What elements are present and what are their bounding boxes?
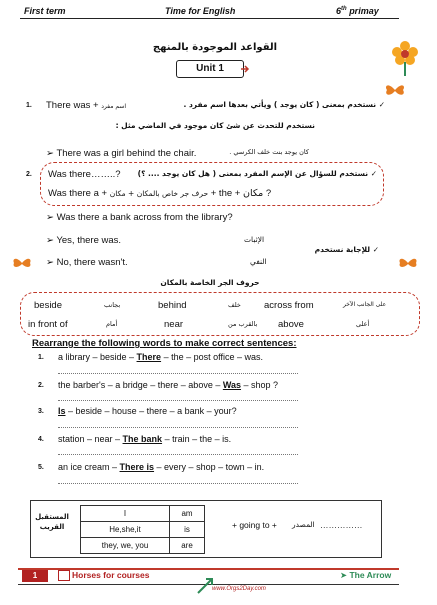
- prep-beside-ar: بجانب: [104, 301, 121, 309]
- arrow-icon: [240, 64, 250, 74]
- header-grade: 6th primay: [336, 6, 379, 16]
- header-title: Time for English: [165, 6, 236, 16]
- answer-label: ✓ للإجابة نستخدم: [314, 245, 379, 254]
- exercise-sentence: Is – beside – house – there – a bank – your?: [58, 406, 237, 416]
- book-icon: [58, 570, 70, 581]
- rule2-arabic: ✓ نستخدم للسؤال عن الإسم المفرد بمعنى ( هل كان يوجد .... ؟): [137, 169, 377, 178]
- yes-label: الإثبات: [244, 235, 265, 244]
- exercise-sentence: station – near – The bank – train – the – is.: [58, 434, 232, 444]
- grammar-side-label: المستقبل القريب: [35, 513, 69, 531]
- yes-answer: ➢ Yes, there was.: [46, 235, 122, 246]
- flower-icon: [388, 36, 422, 78]
- answer-line[interactable]: [58, 427, 298, 428]
- infinitive-dots: ……………: [320, 520, 363, 530]
- no-label: النفي: [250, 257, 267, 266]
- table-row: [81, 506, 205, 522]
- section-title: القواعد الموجودة بالمنهج: [152, 42, 278, 53]
- rule2-formula: Was there a + حرف جر خاص بالمكان + مكان + the + مكان ?: [48, 188, 272, 199]
- exercise-number: 4.: [38, 436, 44, 443]
- prepositions-box: [20, 292, 420, 336]
- footer-site: www.Orgs2Day.com: [212, 586, 266, 592]
- header-term: First term: [24, 6, 66, 16]
- example1-arabic: كان يوجد بنت خلف الكرسي .: [229, 148, 309, 156]
- butterfly-icon: [398, 256, 418, 270]
- rule2-english: Was there……..?: [48, 169, 121, 180]
- prep-in-front-of: in front of: [28, 319, 68, 330]
- prep-near-ar: بالقرب من: [228, 320, 258, 328]
- exercise-number: 2.: [38, 382, 44, 389]
- butterfly-icon: [12, 256, 32, 270]
- prep-behind-ar: خلف: [228, 301, 241, 309]
- exercise-number: 1.: [38, 354, 44, 361]
- prep-in-front-of-ar: أمام: [106, 320, 118, 328]
- infinitive-label: المصدر: [292, 520, 315, 529]
- prep-near: near: [164, 319, 184, 330]
- prep-above: above: [278, 319, 304, 330]
- going-to-text: + going to +: [232, 520, 277, 530]
- rule2-number: 2.: [26, 171, 32, 178]
- exercise-number: 5.: [38, 464, 44, 471]
- exercise-sentence: a library – beside – There – the – post office – was.: [58, 352, 263, 362]
- subject-cell: He,she,it: [81, 522, 170, 538]
- answer-line[interactable]: [58, 454, 298, 455]
- butterfly-icon: [384, 82, 406, 98]
- rule1-english: There was + اسم مفرد: [46, 100, 127, 111]
- rule1-number: 1.: [26, 102, 32, 109]
- verb-cell: are: [170, 538, 205, 554]
- grammar-table: [80, 505, 205, 554]
- subject-cell: they, we, you: [81, 538, 170, 554]
- arrow-logo-icon: [196, 575, 216, 595]
- verb-cell: is: [170, 522, 205, 538]
- unit-box: Unit 1: [176, 60, 244, 78]
- answer-line[interactable]: [58, 483, 298, 484]
- prep-above-ar: أعلى: [356, 320, 370, 328]
- table-row: [81, 522, 205, 538]
- footer-right: ➤ The Arrow: [340, 570, 392, 580]
- no-answer: ➢ No, there wasn't.: [46, 257, 128, 268]
- answer-line[interactable]: [58, 400, 298, 401]
- footer-left: Horses for courses: [72, 570, 150, 580]
- prep-behind: behind: [158, 300, 187, 311]
- subject-cell: I: [81, 506, 170, 522]
- example1-english: ➢ There was a girl behind the chair.: [46, 148, 197, 159]
- rule1-arabic: ✓ نستخدم بمعنى ( كان يوجد ) ويأتي بعدها اسم مفرد .: [183, 100, 385, 109]
- prep-across-from: across from: [264, 300, 314, 311]
- question-example: ➢ Was there a bank across from the library?: [46, 212, 233, 223]
- prep-across-from-ar: على الجانب الآخر: [343, 301, 387, 308]
- page-number: 1: [22, 570, 48, 582]
- prep-beside: beside: [34, 300, 62, 311]
- header-rule: [20, 18, 399, 19]
- answer-line[interactable]: [58, 373, 298, 374]
- verb-cell: am: [170, 506, 205, 522]
- exercise-number: 3.: [38, 408, 44, 415]
- table-row: [81, 538, 205, 554]
- prepositions-title: حروف الجر الخاصة بالمكان: [160, 278, 260, 287]
- exercise-title: Rearrange the following words to make correct sentences:: [32, 338, 297, 349]
- rule1b-arabic: نستخدم للتحدث عن شئ كان موجود في الماضي مثل :: [115, 121, 315, 130]
- exercise-sentence: an ice cream – There is – every – shop – town – in.: [58, 462, 265, 472]
- exercise-sentence: the barber's – a bridge – there – above – Was – shop ?: [58, 380, 279, 390]
